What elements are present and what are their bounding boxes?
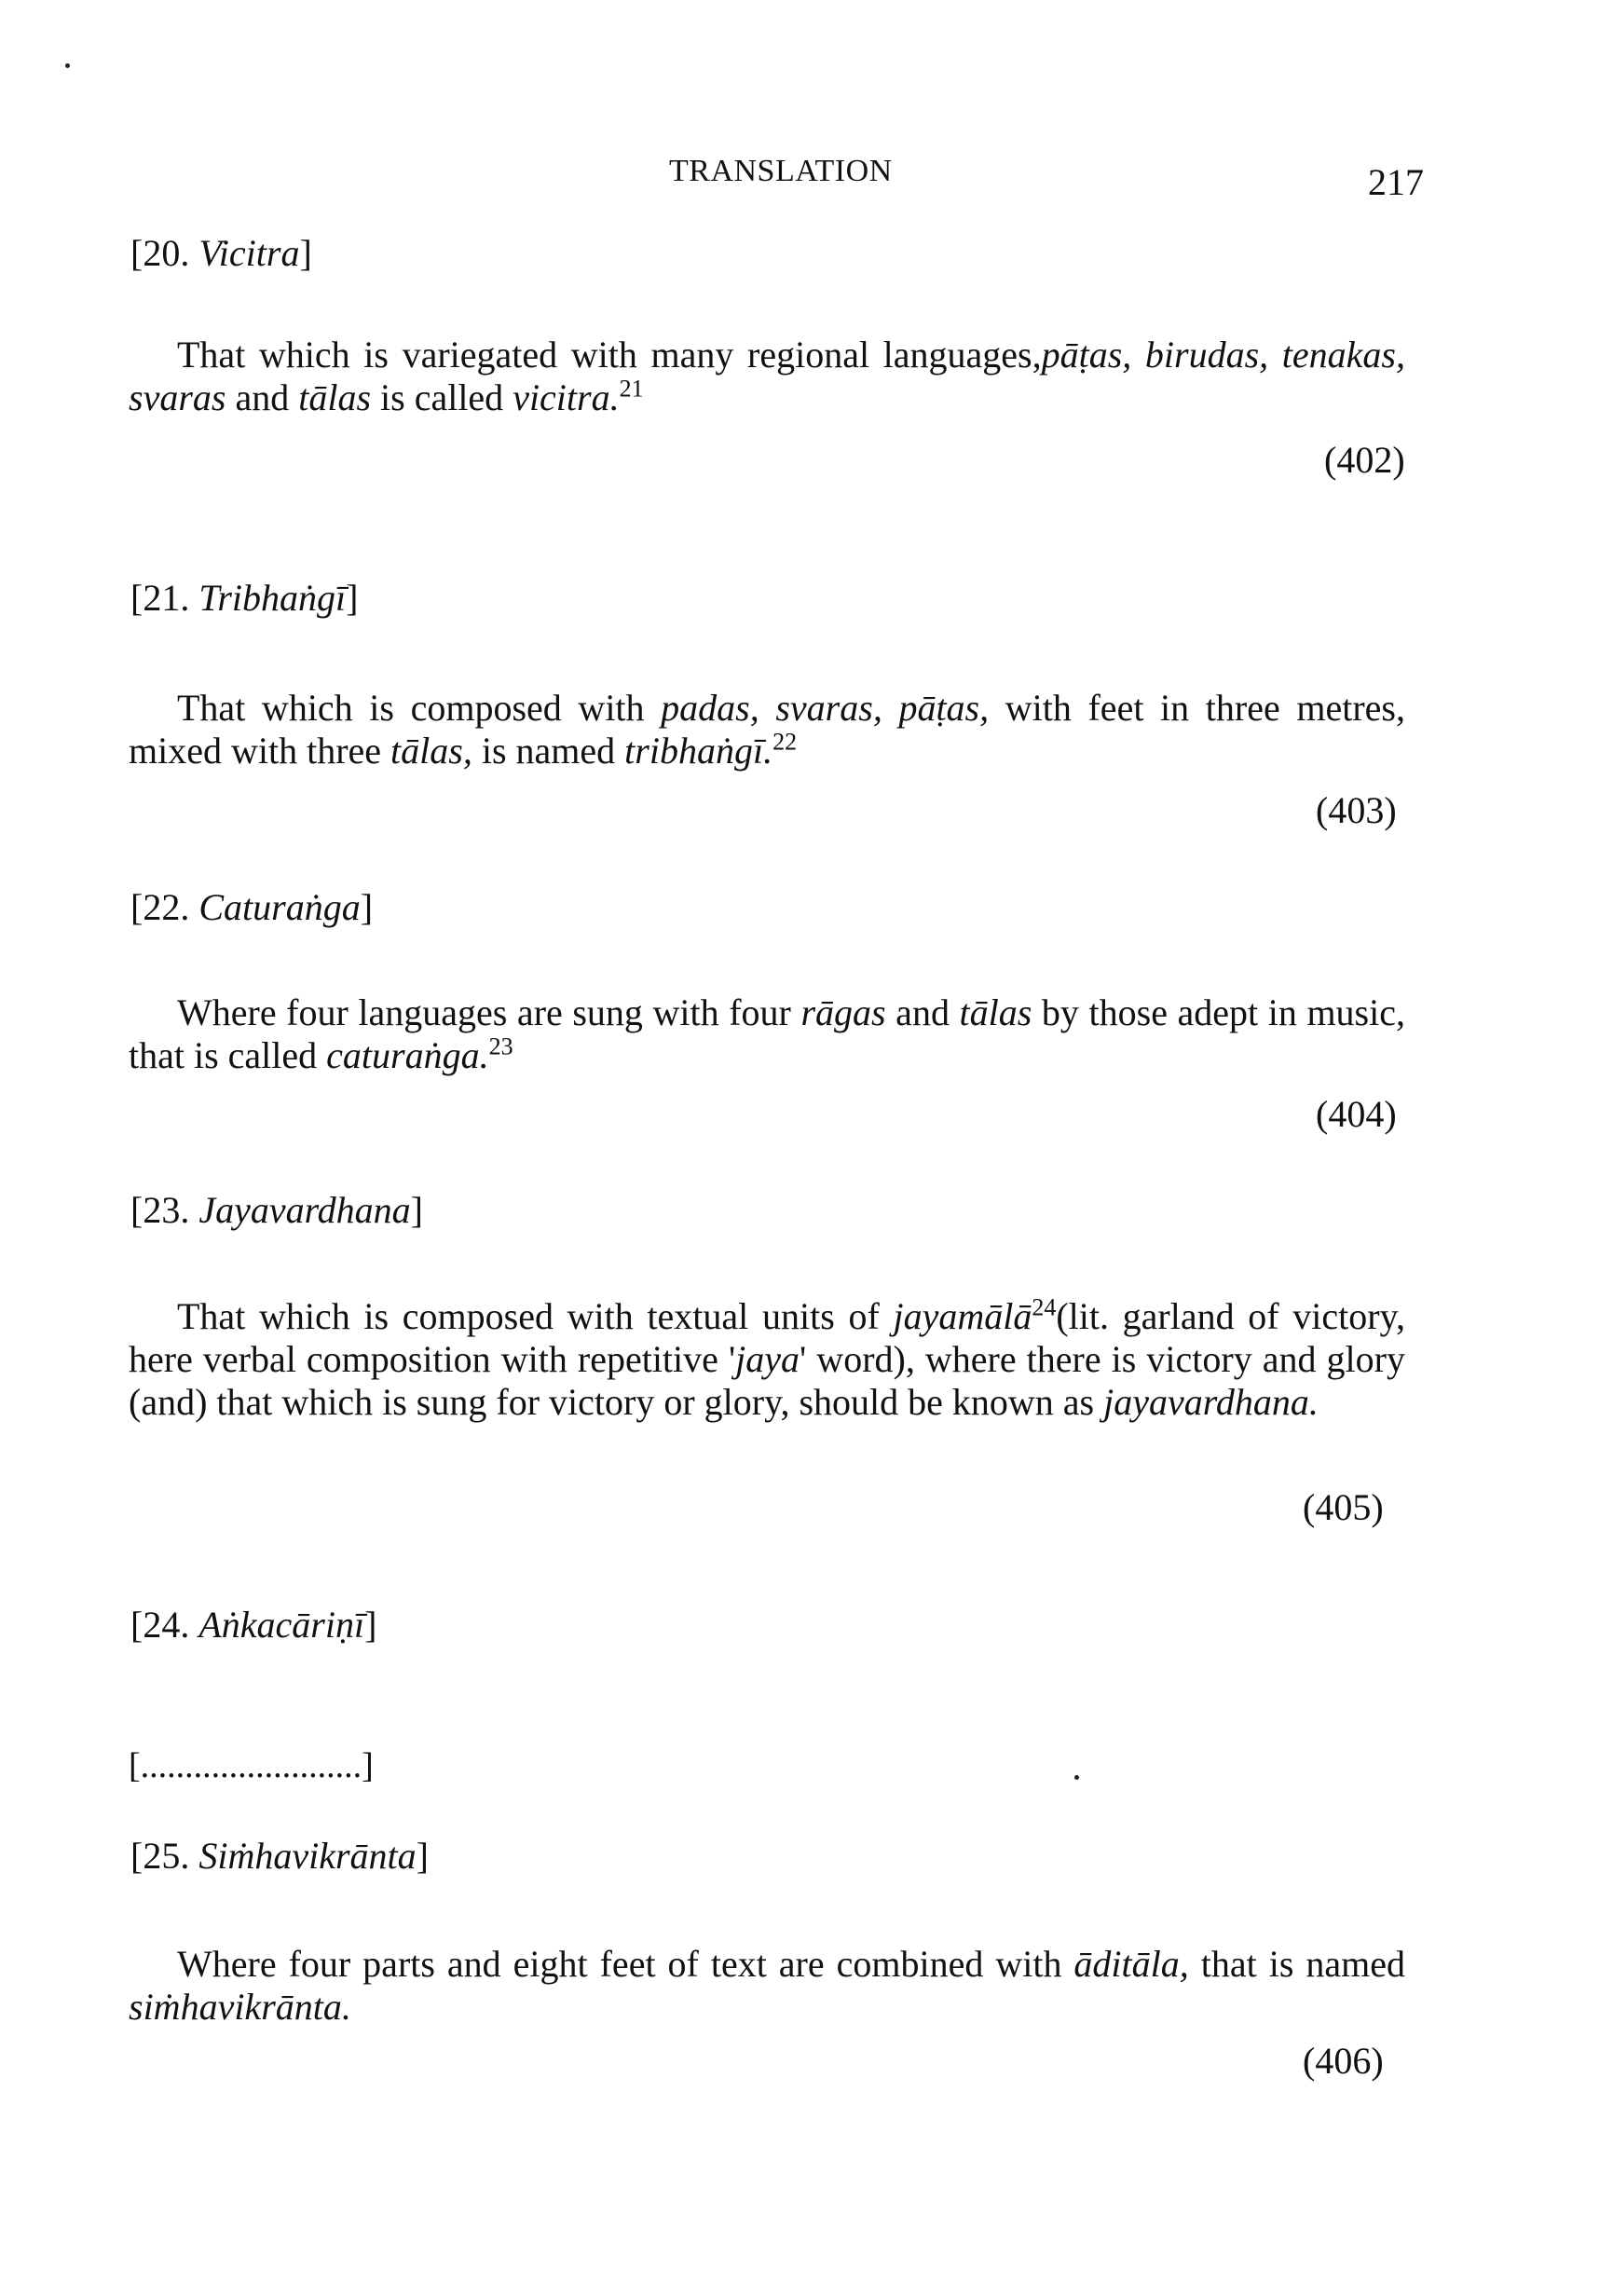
text-run: (lit. garland of victory, here verbal composition with repetitive ' (129, 1295, 1405, 1380)
italic-term: tālas (298, 376, 372, 418)
section-heading: [22. Caturaṅga] (130, 886, 374, 928)
text-run: Where four languages are sung with four (177, 991, 801, 1033)
verse-number: (402) (1324, 439, 1405, 481)
verse-number: (404) (1316, 1093, 1397, 1135)
text-run: that is named (1188, 1943, 1405, 1985)
footnote-ref: 24 (1032, 1293, 1057, 1321)
text-run: Where four parts and eight feet of text are combined with (177, 1943, 1074, 1985)
lacuna-marker: [.........................] (129, 1746, 374, 1785)
scan-speck (65, 63, 70, 68)
italic-term: tālas (959, 991, 1032, 1033)
text-run: That which is variegated with many regional languages, (177, 334, 1042, 376)
text-run: That which is composed with (177, 687, 662, 729)
text-run: ' word), where there is victory and glory (and) that which is sung for victory or glory, should be known as (129, 1338, 1405, 1423)
section-text (129, 991, 1405, 1077)
italic-term: siṁhavikrānta. (129, 1986, 351, 2028)
scan-speck (1074, 1775, 1079, 1780)
footnote-ref: 21 (619, 375, 644, 403)
italic-term: jayavardhana. (1103, 1381, 1319, 1423)
running-head: TRANSLATION (669, 154, 893, 188)
italic-term: tālas, (390, 730, 472, 772)
section-text (129, 1295, 1405, 1424)
text-run: is named (472, 730, 625, 772)
italic-term: jaya (735, 1338, 800, 1380)
text-run: by those adept in music, that is called (129, 991, 1405, 1076)
italic-term: āditāla, (1073, 1943, 1189, 1985)
text-run: is called (371, 376, 513, 418)
section-heading: [25. Siṁhavikrānta] (130, 1835, 429, 1877)
italic-term: vicitra. (513, 376, 620, 418)
footnote-ref: 23 (488, 1032, 513, 1060)
italic-term: caturaṅga. (326, 1034, 489, 1076)
text-run: and (226, 376, 299, 418)
italic-term: rāgas (800, 991, 886, 1033)
footnote-ref: 22 (772, 728, 798, 756)
section-heading: [21. Tribhaṅgī] (130, 577, 359, 619)
section-text (129, 687, 1405, 772)
section-text (129, 334, 1405, 419)
section-text (129, 1943, 1405, 2029)
verse-number: (406) (1303, 2040, 1384, 2082)
italic-term: pāṭas, birudas, tenakas, svaras (129, 334, 1405, 418)
italic-term: jayamālā (893, 1295, 1032, 1337)
section-heading: [23. Jayavardhana] (130, 1189, 423, 1231)
text-run: That which is composed with textual units of (177, 1295, 894, 1337)
italic-term: tribhaṅgī. (624, 730, 773, 772)
text-run: and (885, 991, 960, 1033)
page-number: 217 (1368, 161, 1424, 203)
verse-number: (405) (1303, 1486, 1384, 1528)
verse-number: (403) (1316, 789, 1397, 831)
section-heading: [24. Aṅkacāriṇī] (130, 1604, 377, 1646)
section-heading: [20. Vicitra] (130, 232, 312, 274)
text-run: with feet in three metres, mixed with three (129, 687, 1405, 772)
italic-term: padas, svaras, pāṭas, (661, 687, 990, 729)
